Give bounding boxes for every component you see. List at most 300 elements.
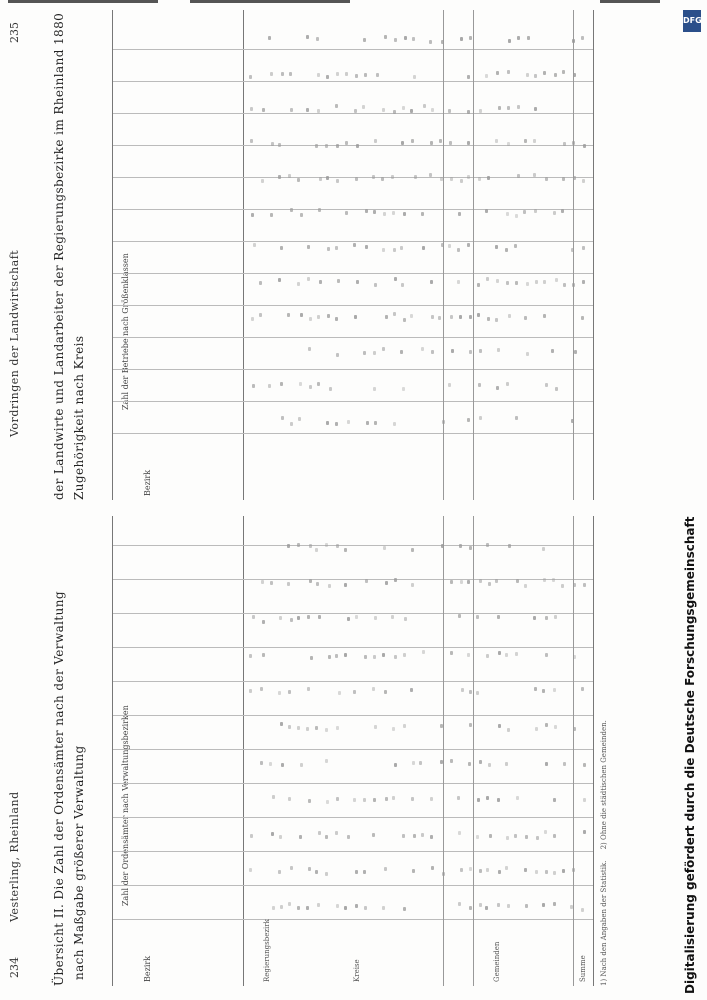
illegible-figure [581,36,584,40]
illegible-figure [310,656,313,660]
illegible-figure [536,836,539,840]
illegible-figure [553,834,556,838]
illegible-figure [533,173,536,177]
right-table-title: der Landwirte und Landarbeiter der Regierungsbezirke im Rheinland 1880 [52,12,66,500]
right-table-figures [249,14,589,430]
illegible-figure [307,277,310,281]
illegible-figure [572,283,575,287]
illegible-figure [544,830,547,834]
illegible-figure [451,349,454,353]
illegible-figure [382,248,385,252]
illegible-figure [571,419,574,423]
illegible-figure [394,763,397,767]
illegible-figure [489,834,492,838]
illegible-figure [363,870,366,874]
illegible-figure [571,248,574,252]
illegible-figure [412,869,415,873]
illegible-figure [524,868,527,872]
illegible-figure [300,313,303,317]
illegible-figure [383,212,386,216]
illegible-figure [543,578,546,582]
illegible-figure [525,835,528,839]
right-table [112,10,594,500]
illegible-figure [288,174,291,178]
illegible-figure [372,175,375,179]
illegible-figure [429,40,432,44]
illegible-figure [307,615,310,619]
left-row-group-label: Gemeinden [493,941,501,982]
illegible-figure [365,579,368,583]
illegible-figure [479,349,482,353]
illegible-figure [421,833,424,837]
illegible-figure [366,421,369,425]
illegible-figure [419,761,422,765]
illegible-figure [524,139,527,143]
illegible-figure [545,616,548,620]
illegible-figure [458,831,461,835]
illegible-figure [545,870,548,874]
illegible-figure [355,74,358,78]
illegible-figure [252,384,255,388]
illegible-figure [476,615,479,619]
illegible-figure [469,36,472,40]
illegible-figure [412,37,415,41]
dfg-watermark-strip [683,4,703,994]
illegible-figure [297,726,300,730]
illegible-figure [413,834,416,838]
illegible-figure [261,580,264,584]
illegible-figure [299,835,302,839]
illegible-figure [583,763,586,767]
illegible-figure [516,796,519,800]
illegible-figure [534,209,537,213]
illegible-figure [486,868,489,872]
illegible-figure [335,317,338,321]
illegible-figure [581,908,584,912]
illegible-figure [403,724,406,728]
illegible-figure [467,75,470,79]
illegible-figure [442,420,445,424]
illegible-figure [450,759,453,763]
illegible-figure [545,762,548,766]
illegible-figure [582,179,585,183]
left-table-subtitle: nach Maßgabe größerer Verwaltung [72,745,86,980]
illegible-figure [430,835,433,839]
illegible-figure [356,144,359,148]
illegible-figure [410,688,413,692]
illegible-figure [261,179,264,183]
illegible-figure [555,387,558,391]
illegible-figure [421,347,424,351]
illegible-figure [393,248,396,252]
illegible-figure [287,544,290,548]
illegible-figure [534,107,537,111]
illegible-figure [422,246,425,250]
illegible-figure [497,798,500,802]
illegible-figure [573,176,576,180]
illegible-figure [325,728,328,732]
illegible-figure [460,868,463,872]
illegible-figure [355,177,358,181]
illegible-figure [458,212,461,216]
illegible-figure [505,248,508,252]
illegible-figure [270,72,273,76]
left-row-group-label: Kreise [353,959,361,982]
illegible-figure [336,353,339,357]
illegible-figure [402,387,405,391]
illegible-figure [372,833,375,837]
illegible-figure [439,139,442,143]
illegible-figure [326,177,329,181]
illegible-figure [344,548,347,552]
illegible-figure [308,867,311,871]
illegible-figure [363,351,366,355]
illegible-figure [288,726,291,730]
illegible-figure [364,906,367,910]
illegible-figure [527,36,530,40]
illegible-figure [414,175,417,179]
illegible-figure [526,352,529,356]
illegible-figure [336,544,339,548]
illegible-figure [431,108,434,112]
illegible-figure [542,903,545,907]
illegible-figure [308,799,311,803]
illegible-figure [344,653,347,657]
illegible-figure [297,906,300,910]
illegible-figure [338,691,341,695]
illegible-figure [431,866,434,870]
illegible-figure [329,387,332,391]
illegible-figure [498,724,501,728]
top-rule [600,0,660,3]
illegible-figure [486,543,489,547]
illegible-figure [410,109,413,113]
illegible-figure [486,796,489,800]
illegible-figure [325,872,328,876]
illegible-figure [307,687,310,691]
illegible-figure [403,653,406,657]
illegible-figure [280,905,283,909]
illegible-figure [479,903,482,907]
illegible-figure [573,728,576,732]
illegible-figure [252,615,255,619]
illegible-figure [411,548,414,552]
illegible-figure [572,39,575,43]
illegible-figure [440,760,443,764]
illegible-figure [384,35,387,39]
running-journal-title: Vesterling, Rheinland [8,791,21,922]
illegible-figure [553,688,556,692]
illegible-figure [477,313,480,317]
illegible-figure [495,579,498,583]
illegible-figure [505,866,508,870]
left-table-title: Übersicht II. Die Zahl der Ordensämter nach der Verwaltung [52,591,66,986]
illegible-figure [467,418,470,422]
illegible-figure [553,211,556,215]
illegible-figure [469,867,472,871]
illegible-figure [467,653,470,657]
illegible-figure [262,653,265,657]
illegible-figure [413,75,416,79]
left-table [112,516,594,986]
illegible-figure [497,615,500,619]
illegible-figure [356,280,359,284]
illegible-figure [507,728,510,732]
illegible-figure [508,544,511,548]
illegible-figure [515,214,518,218]
illegible-figure [543,280,546,284]
illegible-figure [318,831,321,835]
illegible-figure [581,316,584,320]
illegible-figure [315,548,318,552]
illegible-figure [421,212,424,216]
illegible-figure [441,40,444,44]
illegible-figure [533,616,536,620]
illegible-figure [354,109,357,113]
illegible-figure [376,73,379,77]
illegible-figure [534,74,537,78]
illegible-figure [515,652,518,656]
illegible-figure [354,315,357,319]
illegible-figure [404,36,407,40]
illegible-figure [316,582,319,586]
illegible-figure [430,280,433,284]
illegible-figure [485,74,488,78]
illegible-figure [373,210,376,214]
illegible-figure [315,726,318,730]
illegible-figure [524,584,527,588]
illegible-figure [563,283,566,287]
illegible-figure [365,245,368,249]
illegible-figure [393,312,396,316]
illegible-figure [570,905,573,909]
illegible-figure [535,727,538,731]
illegible-figure [403,212,406,216]
illegible-figure [523,210,526,214]
illegible-figure [457,280,460,284]
illegible-figure [450,177,453,181]
illegible-figure [469,546,472,550]
illegible-figure [410,314,413,318]
illegible-figure [309,579,312,583]
illegible-figure [381,177,384,181]
illegible-figure [458,902,461,906]
illegible-figure [583,830,586,834]
illegible-figure [336,904,339,908]
illegible-figure [393,422,396,426]
illegible-figure [280,246,283,250]
illegible-figure [498,651,501,655]
illegible-figure [554,725,557,729]
illegible-figure [495,139,498,143]
illegible-figure [372,687,375,691]
illegible-figure [373,798,376,802]
illegible-figure [318,208,321,212]
illegible-figure [317,315,320,319]
illegible-figure [279,616,282,620]
illegible-figure [319,280,322,284]
illegible-figure [404,617,407,621]
illegible-figure [488,582,491,586]
illegible-figure [288,797,291,801]
illegible-figure [534,687,537,691]
illegible-figure [364,655,367,659]
illegible-figure [298,417,301,421]
illegible-figure [552,578,555,582]
left-row-group-label: Summe [579,955,587,982]
illegible-figure [583,144,586,148]
illegible-figure [479,109,482,113]
illegible-figure [326,75,329,79]
dfg-logo: DFG [683,10,701,32]
left-table-figures [249,520,589,916]
footnote: 1) Nach den Angaben der Statistik. [600,860,608,986]
illegible-figure [260,761,263,765]
illegible-figure [431,350,434,354]
illegible-figure [326,800,329,804]
illegible-figure [476,691,479,695]
illegible-figure [300,763,303,767]
illegible-figure [319,177,322,181]
illegible-figure [506,836,509,840]
illegible-figure [545,383,548,387]
illegible-figure [430,797,433,801]
illegible-figure [271,832,274,836]
illegible-figure [260,687,263,691]
illegible-figure [467,110,470,114]
illegible-figure [561,584,564,588]
left-table-column-header [113,516,244,986]
left-row-group-label: Regierungsbezirk [263,919,271,982]
illegible-figure [524,316,527,320]
right-table-column-header [113,10,244,500]
illegible-figure [290,208,293,212]
illegible-figure [583,583,586,587]
illegible-figure [309,544,312,548]
illegible-figure [316,37,319,41]
illegible-figure [288,690,291,694]
illegible-figure [412,761,415,765]
illegible-figure [262,620,265,624]
illegible-figure [450,580,453,584]
illegible-figure [507,70,510,74]
illegible-figure [485,209,488,213]
left-stub-head: Bezirk [143,955,152,982]
left-page-number: 234 [8,957,21,978]
illegible-figure [581,687,584,691]
illegible-figure [423,104,426,108]
top-rule [190,0,350,3]
illegible-figure [431,315,434,319]
illegible-figure [506,281,509,285]
illegible-figure [517,36,520,40]
illegible-figure [345,141,348,145]
illegible-figure [411,583,414,587]
illegible-figure [505,762,508,766]
illegible-figure [259,313,262,317]
illegible-figure [582,246,585,250]
illegible-figure [365,209,368,213]
illegible-figure [448,245,451,249]
illegible-figure [543,314,546,318]
illegible-figure [344,583,347,587]
illegible-figure [385,315,388,319]
illegible-figure [270,581,273,585]
illegible-figure [326,421,329,425]
illegible-figure [262,108,265,112]
illegible-figure [281,72,284,76]
illegible-figure [394,277,397,281]
illegible-figure [306,108,309,112]
right-table-subtitle: Zugehörigkeit nach Kreis [72,335,86,500]
illegible-figure [448,109,451,113]
illegible-figure [495,245,498,249]
illegible-figure [355,904,358,908]
illegible-figure [573,583,576,587]
illegible-figure [450,651,453,655]
illegible-figure [477,798,480,802]
illegible-figure [543,71,546,75]
illegible-figure [272,906,275,910]
illegible-figure [337,279,340,283]
illegible-figure [393,110,396,114]
illegible-figure [545,177,548,181]
illegible-figure [505,653,508,657]
illegible-figure [572,142,575,146]
illegible-figure [250,107,253,111]
illegible-figure [542,547,545,551]
illegible-figure [250,834,253,838]
top-rule [8,0,158,3]
illegible-figure [469,723,472,727]
illegible-figure [382,653,385,657]
illegible-figure [347,617,350,621]
illegible-figure [290,422,293,426]
illegible-figure [325,543,328,547]
illegible-figure [488,763,491,767]
illegible-figure [373,655,376,659]
illegible-figure [353,243,356,247]
illegible-figure [299,382,302,386]
illegible-figure [508,39,511,43]
illegible-figure [553,902,556,906]
illegible-figure [317,903,320,907]
illegible-figure [384,690,387,694]
illegible-figure [573,73,576,77]
illegible-figure [487,317,490,321]
illegible-figure [467,580,470,584]
illegible-figure [268,384,271,388]
illegible-figure [467,175,470,179]
illegible-figure [363,798,366,802]
illegible-figure [542,689,545,693]
illegible-figure [278,175,281,179]
illegible-figure [430,141,433,145]
illegible-figure [401,283,404,287]
illegible-figure [307,245,310,249]
illegible-figure [280,722,283,726]
illegible-figure [403,907,406,911]
illegible-figure [297,282,300,286]
illegible-figure [411,797,414,801]
illegible-figure [507,904,510,908]
illegible-figure [251,213,254,217]
illegible-figure [459,544,462,548]
illegible-figure [496,279,499,283]
illegible-figure [362,105,365,109]
illegible-figure [438,316,441,320]
illegible-figure [336,179,339,183]
